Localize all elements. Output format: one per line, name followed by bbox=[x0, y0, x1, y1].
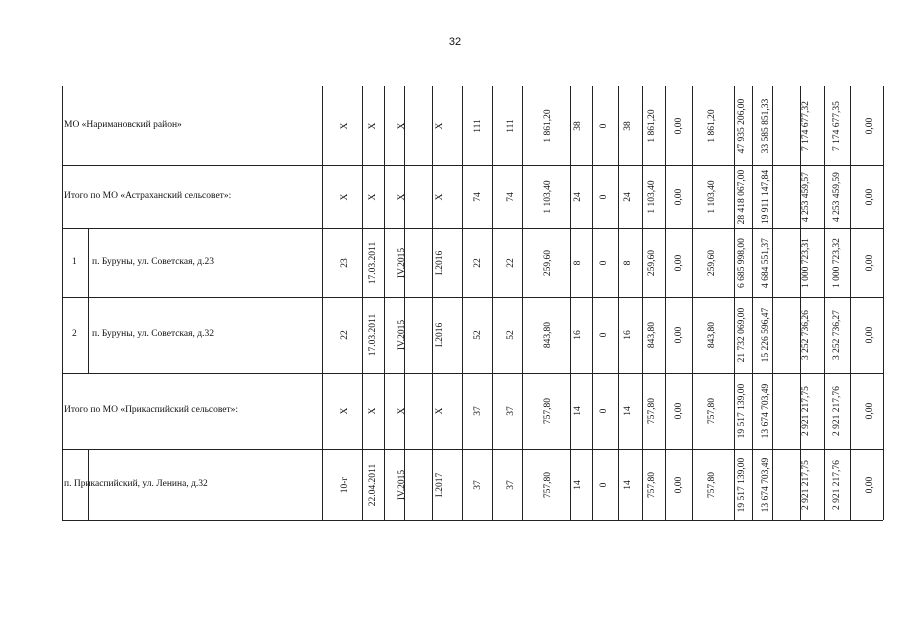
table-cell: 14 bbox=[623, 406, 633, 416]
table-cell: 757,80 bbox=[707, 471, 717, 498]
table-cell: 7 174 677,35 bbox=[832, 100, 842, 151]
table-cell: Х bbox=[340, 407, 350, 415]
column-divider bbox=[692, 86, 693, 520]
table-cell: Х bbox=[435, 122, 445, 129]
table-cell: Х bbox=[435, 407, 445, 415]
table-cell: Х bbox=[397, 122, 407, 129]
table-cell: 259,60 bbox=[707, 249, 717, 276]
table-cell: 1 103,40 bbox=[707, 179, 717, 214]
table-cell: 4 253 459,59 bbox=[832, 171, 842, 222]
table-cell: 757,80 bbox=[543, 397, 553, 425]
table-cell: 0,00 bbox=[674, 326, 684, 344]
row-number: 2 bbox=[72, 329, 77, 339]
row-label: Итого по МО «Прикаспийский сельсовет»: bbox=[64, 405, 239, 415]
column-divider bbox=[404, 86, 405, 520]
table-cell: 259,60 bbox=[647, 249, 657, 276]
table-cell: 757,80 bbox=[647, 397, 657, 425]
table-cell: Х bbox=[340, 122, 350, 129]
data-table bbox=[62, 86, 883, 520]
table-cell: I.2016 bbox=[435, 322, 445, 348]
table-cell: 757,80 bbox=[647, 471, 657, 498]
table-cell: 0,00 bbox=[865, 117, 875, 134]
column-divider bbox=[592, 86, 593, 520]
table-cell: 10-г bbox=[340, 476, 350, 493]
column-divider bbox=[618, 86, 619, 520]
table-cell: 1 861,20 bbox=[647, 108, 657, 143]
row-label: п. Буруны, ул. Советская, д.23 bbox=[92, 256, 214, 267]
table-cell: 0,00 bbox=[674, 476, 684, 493]
table-cell: 22 bbox=[506, 257, 516, 268]
table-cell: 17.03.2011 bbox=[368, 313, 378, 357]
table-cell: 0,00 bbox=[674, 188, 684, 205]
table-cell: 0,00 bbox=[865, 326, 875, 344]
table-cell: 0,00 bbox=[674, 402, 684, 420]
column-divider bbox=[850, 86, 851, 520]
column-divider bbox=[824, 86, 825, 520]
table-cell: 4 253 459,57 bbox=[801, 171, 811, 222]
table-cell: 0 bbox=[599, 332, 609, 338]
table-cell: 2 921 217,76 bbox=[832, 386, 842, 436]
label-column-divider bbox=[322, 86, 323, 520]
table-cell: 0 bbox=[599, 408, 609, 414]
table-cell: 47 935 206,00 bbox=[737, 98, 747, 153]
table-cell: 0,00 bbox=[865, 188, 875, 205]
column-divider bbox=[665, 86, 666, 520]
table-cell: 16 bbox=[573, 330, 583, 340]
table-cell: 0 bbox=[599, 194, 609, 199]
table-cell: Х bbox=[340, 193, 350, 200]
column-divider bbox=[384, 86, 385, 520]
table-cell: 111 bbox=[506, 118, 516, 133]
table-cell: 4 684 551,37 bbox=[761, 237, 771, 288]
number-column-divider bbox=[88, 228, 89, 373]
table-cell: 17.03.2011 bbox=[368, 241, 378, 284]
table-cell: Х bbox=[397, 407, 407, 415]
column-divider bbox=[772, 86, 773, 520]
table-left-border bbox=[62, 86, 63, 520]
row-number: 1 bbox=[72, 256, 77, 267]
table-cell: Х bbox=[368, 407, 378, 415]
table-cell: Х bbox=[435, 193, 445, 200]
table-cell: 52 bbox=[506, 330, 516, 340]
table-cell: 22 bbox=[340, 330, 350, 340]
row-divider bbox=[62, 449, 883, 450]
table-cell: IV.2015 bbox=[397, 247, 407, 278]
table-cell: 74 bbox=[506, 191, 516, 202]
row-label: п. Буруны, ул. Советская, д.32 bbox=[92, 329, 214, 339]
column-divider bbox=[570, 86, 571, 520]
table-cell: I.2017 bbox=[435, 472, 445, 497]
column-divider bbox=[432, 86, 433, 520]
table-cell: 259,60 bbox=[543, 249, 553, 276]
table-cell: 38 bbox=[623, 120, 633, 131]
table-cell: 37 bbox=[506, 406, 516, 416]
column-divider bbox=[492, 86, 493, 520]
table-cell: 111 bbox=[473, 118, 483, 133]
table-cell: 74 bbox=[473, 191, 483, 202]
table-cell: 0,00 bbox=[674, 117, 684, 134]
row-divider bbox=[62, 373, 883, 374]
row-label: МО «Наримановский район» bbox=[64, 119, 182, 130]
table-cell: 14 bbox=[573, 406, 583, 416]
table-cell: 22.04.2011 bbox=[368, 463, 378, 506]
table-cell: 13 674 703,49 bbox=[761, 383, 771, 439]
column-divider bbox=[883, 86, 884, 520]
table-cell: 757,80 bbox=[707, 397, 717, 425]
table-cell: 23 bbox=[340, 257, 350, 268]
table-cell: 0,00 bbox=[865, 402, 875, 420]
row-label: п. Прикаспийский, ул. Ленина, д.32 bbox=[64, 478, 208, 489]
table-cell: 0,00 bbox=[674, 254, 684, 271]
table-cell: 3 252 736,27 bbox=[832, 310, 842, 360]
table-cell: IV.2015 bbox=[397, 469, 407, 500]
table-cell: 0 bbox=[599, 123, 609, 128]
table-cell: 21 732 069,00 bbox=[737, 307, 747, 363]
column-divider bbox=[800, 86, 801, 520]
table-cell: 7 174 677,32 bbox=[801, 100, 811, 151]
table-cell: 1 103,40 bbox=[647, 179, 657, 214]
column-divider bbox=[462, 86, 463, 520]
table-cell: 1 861,20 bbox=[543, 108, 553, 143]
table-cell: 37 bbox=[473, 406, 483, 416]
table-cell: Х bbox=[368, 122, 378, 129]
table-cell: 1 861,20 bbox=[707, 108, 717, 143]
column-divider bbox=[642, 86, 643, 520]
table-cell: 24 bbox=[573, 191, 583, 202]
table-cell: 8 bbox=[573, 260, 583, 265]
table-cell: Х bbox=[397, 193, 407, 200]
table-cell: 19 911 147,84 bbox=[761, 169, 771, 224]
table-cell: 0,00 bbox=[865, 254, 875, 271]
table-cell: 33 585 851,33 bbox=[761, 98, 771, 153]
table-cell: 2 921 217,75 bbox=[801, 459, 811, 510]
table-cell: 37 bbox=[506, 479, 516, 490]
column-divider bbox=[734, 86, 735, 520]
table-cell: 16 bbox=[623, 330, 633, 340]
table-cell: 0 bbox=[599, 260, 609, 265]
table-cell: 24 bbox=[623, 191, 633, 202]
table-cell: 15 226 596,47 bbox=[761, 307, 771, 363]
table-cell: 1 000 723,32 bbox=[832, 237, 842, 288]
table-cell: 0,00 bbox=[865, 476, 875, 493]
table-cell: I.2016 bbox=[435, 250, 445, 275]
table-cell: 37 bbox=[473, 479, 483, 490]
table-cell: 757,80 bbox=[543, 471, 553, 498]
table-cell: 19 517 139,00 bbox=[737, 383, 747, 439]
table-cell: 14 bbox=[573, 479, 583, 490]
row-divider bbox=[62, 165, 883, 166]
table-cell: 1 000 723,31 bbox=[801, 237, 811, 288]
table-cell: 843,80 bbox=[543, 321, 553, 349]
table-cell: 8 bbox=[623, 260, 633, 265]
table-cell: 1 103,40 bbox=[543, 179, 553, 214]
table-cell: 2 921 217,75 bbox=[801, 386, 811, 436]
row-divider bbox=[62, 520, 883, 521]
row-label: Итого по МО «Астраханский сельсовет»: bbox=[64, 190, 232, 201]
table-cell: 38 bbox=[573, 120, 583, 131]
table-cell: 6 685 998,00 bbox=[737, 237, 747, 288]
table-cell: 843,80 bbox=[707, 321, 717, 349]
table-cell: 0 bbox=[599, 482, 609, 487]
table-cell: 19 517 139,00 bbox=[737, 457, 747, 512]
table-cell: 14 bbox=[623, 479, 633, 490]
table-cell: 22 bbox=[473, 257, 483, 268]
page-number: 32 bbox=[448, 36, 462, 48]
table-cell: 28 418 067,00 bbox=[737, 169, 747, 224]
row-divider bbox=[62, 297, 883, 298]
table-cell: IV.2015 bbox=[397, 319, 407, 351]
column-divider bbox=[752, 86, 753, 520]
table-cell: 2 921 217,76 bbox=[832, 459, 842, 510]
row-divider bbox=[62, 228, 883, 229]
column-divider bbox=[522, 86, 523, 520]
table-cell: 13 674 703,49 bbox=[761, 457, 771, 512]
table-cell: 52 bbox=[473, 330, 483, 340]
table-cell: 3 252 736,26 bbox=[801, 310, 811, 360]
column-divider bbox=[362, 86, 363, 520]
table-cell: 843,80 bbox=[647, 321, 657, 349]
table-cell: Х bbox=[368, 193, 378, 200]
